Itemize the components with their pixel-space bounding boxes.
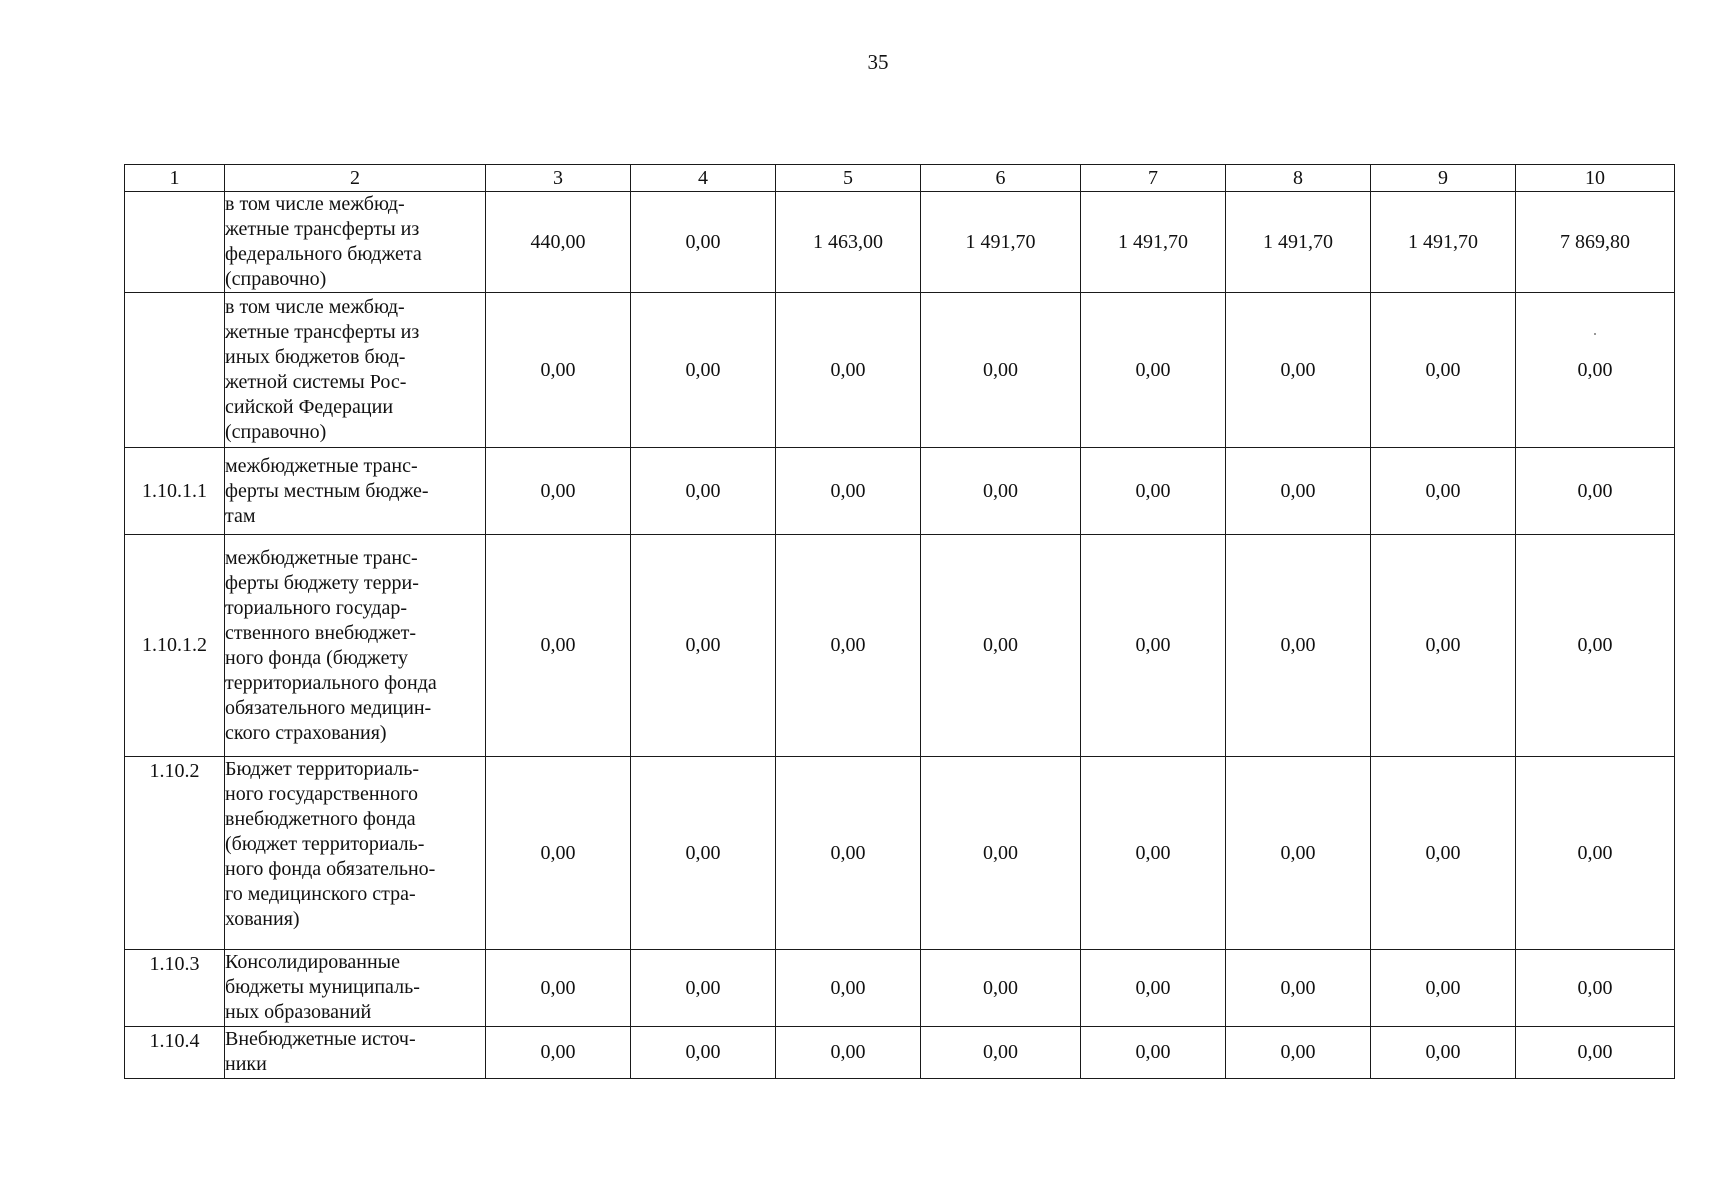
value-cell-col-5: 0,00	[776, 535, 921, 757]
value-cell-col-3: 0,00	[486, 535, 631, 757]
row-code: 1.10.4	[125, 1027, 225, 1079]
row-description	[225, 293, 486, 448]
header-cell: 3	[486, 165, 631, 192]
value-cell-col-7: 1 491,70	[1081, 192, 1226, 293]
value-cell-col-3: 0,00	[486, 1027, 631, 1079]
value-cell-col-8: 0,00	[1226, 293, 1371, 448]
description-line: (справочно)	[225, 268, 327, 290]
value-cell-col-5: 0,00	[776, 293, 921, 448]
description-line: ного фонда обязательно-	[225, 858, 436, 880]
table-row	[125, 757, 1675, 950]
table-row	[125, 1027, 1675, 1079]
header-cell: 5	[776, 165, 921, 192]
description-line: ники	[225, 1053, 267, 1075]
value-cell-col-4: 0,00	[631, 1027, 776, 1079]
value-cell-col-7: 0,00	[1081, 448, 1226, 535]
description-line: межбюджетные транс-	[225, 454, 418, 477]
value-cell-col-5: 0,00	[776, 1027, 921, 1079]
value-cell-col-7: 0,00	[1081, 535, 1226, 757]
row-code: 1.10.1.2	[125, 535, 225, 757]
description-line: бюджеты муниципаль-	[225, 976, 420, 998]
value-cell-col-3: 0,00	[486, 950, 631, 1027]
description-line: ных образований	[225, 1001, 372, 1023]
header-cell: 6	[921, 165, 1081, 192]
value-cell-col-8: 0,00	[1226, 448, 1371, 535]
table-row	[125, 950, 1675, 1027]
value-cell-col-4: 0,00	[631, 293, 776, 448]
budget-table	[124, 164, 1675, 1079]
scan-speck	[1594, 333, 1596, 335]
value-cell-col-9: 0,00	[1371, 448, 1516, 535]
value-cell-col-8: 0,00	[1226, 950, 1371, 1027]
value-cell-col-5: 0,00	[776, 448, 921, 535]
value-cell-col-10: 7 869,80	[1516, 192, 1675, 293]
value-cell-col-9: 0,00	[1371, 535, 1516, 757]
row-description	[225, 950, 486, 1027]
description-line: ского страхования)	[225, 721, 387, 744]
row-description	[225, 448, 486, 535]
table-row	[125, 535, 1675, 757]
value-cell-col-5: 1 463,00	[776, 192, 921, 293]
row-description	[225, 757, 486, 950]
description-line: ного государственного	[225, 783, 418, 805]
description-line: межбюджетные транс-	[225, 546, 418, 569]
description-line: (бюджет территориаль-	[225, 833, 425, 855]
description-line: ториального государ-	[225, 596, 408, 619]
value-cell-col-10: 0,00	[1516, 950, 1675, 1027]
value-cell-col-6: 0,00	[921, 950, 1081, 1027]
description-line: го медицинского стра-	[225, 883, 416, 905]
value-cell-col-4: 0,00	[631, 448, 776, 535]
value-cell-col-3: 0,00	[486, 293, 631, 448]
description-line: внебюджетного фонда	[225, 808, 416, 830]
description-line: Внебюджетные источ-	[225, 1028, 416, 1050]
description-line: иных бюджетов бюд-	[225, 346, 406, 368]
description-line: жетные трансферты из	[225, 218, 420, 240]
description-line: Бюджет территориаль-	[225, 758, 420, 780]
table-row	[125, 293, 1675, 448]
value-cell-col-5: 0,00	[776, 950, 921, 1027]
value-cell-col-9: 1 491,70	[1371, 192, 1516, 293]
value-cell-col-8: 0,00	[1226, 1027, 1371, 1079]
table-row	[125, 192, 1675, 293]
value-cell-col-10: 0,00	[1516, 535, 1675, 757]
description-line: Консолидированные	[225, 951, 400, 973]
value-cell-col-10: 0,00	[1516, 448, 1675, 535]
value-cell-col-7: 0,00	[1081, 293, 1226, 448]
header-cell: 1	[125, 165, 225, 192]
header-cell: 2	[225, 165, 486, 192]
row-description	[225, 192, 486, 293]
value-cell-col-6: 0,00	[921, 757, 1081, 950]
description-line: ственного внебюджет-	[225, 621, 417, 644]
value-cell-col-7: 0,00	[1081, 757, 1226, 950]
value-cell-col-4: 0,00	[631, 535, 776, 757]
value-cell-col-3: 0,00	[486, 757, 631, 950]
description-line: жетной системы Рос-	[225, 371, 407, 393]
header-cell: 9	[1371, 165, 1516, 192]
table-row	[125, 448, 1675, 535]
description-line: в том числе межбюд-	[225, 193, 405, 215]
description-line: обязательного медицин-	[225, 696, 432, 719]
value-cell-col-5: 0,00	[776, 757, 921, 950]
header-cell: 4	[631, 165, 776, 192]
value-cell-col-3: 440,00	[486, 192, 631, 293]
description-line: там	[225, 504, 256, 527]
header-row	[125, 165, 1675, 192]
value-cell-col-8: 0,00	[1226, 757, 1371, 950]
value-cell-col-7: 0,00	[1081, 950, 1226, 1027]
header-cell: 10	[1516, 165, 1675, 192]
value-cell-col-6: 0,00	[921, 535, 1081, 757]
value-cell-col-10: 0,00	[1516, 293, 1675, 448]
table-body	[125, 165, 1675, 1079]
description-line: (справочно)	[225, 421, 327, 443]
row-code: 1.10.1.1	[125, 448, 225, 535]
row-code: 1.10.3	[125, 950, 225, 1027]
description-line: в том числе межбюд-	[225, 296, 405, 318]
value-cell-col-9: 0,00	[1371, 1027, 1516, 1079]
row-description	[225, 535, 486, 757]
description-line: ного фонда (бюджету	[225, 646, 408, 669]
value-cell-col-7: 0,00	[1081, 1027, 1226, 1079]
description-line: ферты местным бюдже-	[225, 479, 429, 502]
value-cell-col-8: 1 491,70	[1226, 192, 1371, 293]
page-number: 35	[867, 50, 889, 74]
description-line: территориального фонда	[225, 671, 437, 694]
value-cell-col-3: 0,00	[486, 448, 631, 535]
row-code: 1.10.2	[125, 757, 225, 950]
value-cell-col-9: 0,00	[1371, 950, 1516, 1027]
row-description	[225, 1027, 486, 1079]
value-cell-col-6: 0,00	[921, 1027, 1081, 1079]
value-cell-col-4: 0,00	[631, 192, 776, 293]
header-cell: 7	[1081, 165, 1226, 192]
header-cell: 8	[1226, 165, 1371, 192]
value-cell-col-8: 0,00	[1226, 535, 1371, 757]
value-cell-col-6: 0,00	[921, 293, 1081, 448]
description-line: ферты бюджету терри-	[225, 571, 419, 594]
value-cell-col-10: 0,00	[1516, 757, 1675, 950]
row-code	[125, 192, 225, 293]
description-line: хования)	[225, 908, 300, 930]
description-line: сийской Федерации	[225, 396, 394, 418]
description-line: федерального бюджета	[225, 243, 422, 265]
row-code	[125, 293, 225, 448]
value-cell-col-4: 0,00	[631, 950, 776, 1027]
value-cell-col-6: 1 491,70	[921, 192, 1081, 293]
value-cell-col-9: 0,00	[1371, 293, 1516, 448]
value-cell-col-10: 0,00	[1516, 1027, 1675, 1079]
value-cell-col-6: 0,00	[921, 448, 1081, 535]
description-line: жетные трансферты из	[225, 321, 420, 343]
value-cell-col-9: 0,00	[1371, 757, 1516, 950]
value-cell-col-4: 0,00	[631, 757, 776, 950]
